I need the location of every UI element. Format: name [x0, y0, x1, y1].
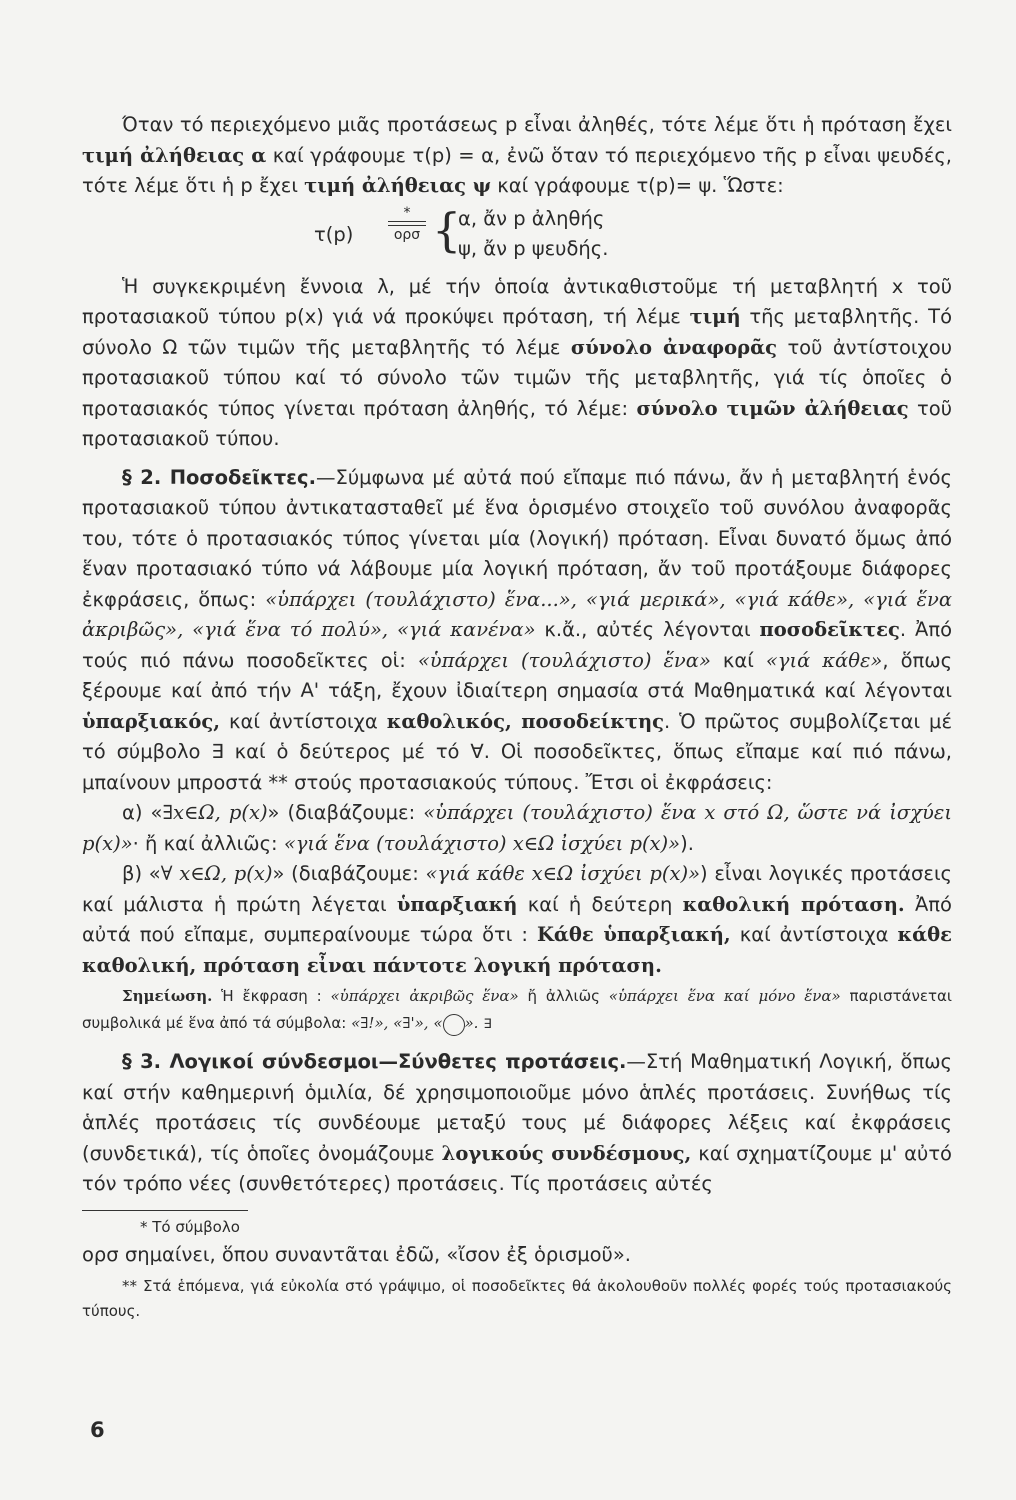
- def-equals-symbol: [384, 206, 430, 242]
- text: σημαίνει, ὅπου συναντᾶται ἐδῶ, «ἴσον ἐξ ὁρισμοῦ».: [124, 1242, 631, 1266]
- conclusion-bold: Κάθε ὑπαρξιακή,: [536, 923, 731, 946]
- text: » (διαβάζουμε:: [267, 801, 424, 824]
- term-truth-set: σύνολο τιμῶν ἀλήθειας: [636, 396, 909, 420]
- conclusion-bold: κάθε καθολική, πρόταση εἶναι πάντοτε λογική πρόταση.: [82, 923, 952, 977]
- italic-text: «γιά κάθε»: [765, 648, 883, 672]
- term-existential: ὑπαρξιακός,: [82, 709, 221, 733]
- text: κ.ἄ., αὐτές λέγονται: [535, 618, 760, 641]
- definition-formula: [82, 202, 952, 266]
- section-heading: § 2. Ποσοδεῖκτες.: [122, 465, 316, 489]
- paragraph-truth-value: [82, 110, 952, 202]
- text: Ἡ ἔκφραση :: [212, 987, 331, 1005]
- text: ).: [680, 831, 694, 855]
- italic-text: «ὑπάρχει (τουλάχιστο) ἕνα...», «γιά μερικά», «γιά κάθε», «γιά ἕνα ἀκριβῶς», «γιά ἕνα τό πολύ», «γιά κανένα»: [82, 587, 953, 641]
- text: ) εἶναι λογικές προτάσεις καί μάλιστα ἡ πρώτη λέγεται: [82, 862, 952, 916]
- text: β) «: [122, 862, 161, 885]
- italic-text: «ὑπάρχει ἀκριβῶς ἕνα»: [330, 987, 519, 1005]
- section-heading: § 3. Λογικοί σύνδεσμοι—Σύνθετες προτάσεις.: [122, 1050, 627, 1073]
- text: —Σύμφωνα μέ αὐτά πού εἴπαμε πιό πάνω, ἄν ἡ μεταβλητή ἑνός προτασιακοῦ τύπου ἀντικατασταθεῖ μέ ἕνα ὁρισμένο στοιχεῖο τοῦ συνόλου ἀναφορᾶς του, τότε ὁ προτασιακός τύπος γίνεται μία (λογική) πρόταση. Εἶναι δυνατό ὅμως ἀπό ἕναν προτασιακό τύπο νά λάβουμε μία λογική πρόταση, ἄν τοῦ προτάξουμε διάφορες ἐκφράσεις, ὅπως:: [82, 465, 952, 611]
- example-b: [82, 859, 952, 981]
- footnote-divider: [82, 1210, 248, 1211]
- brace: {: [432, 202, 462, 257]
- text: τοῦ ἀντίστοιχου προτασιακοῦ τύπου καί τό σύνολο τῶν τιμῶν τῆς μεταβλητῆς, γιά τίς ὁποῖες ὁ προτασιακός τύπος γίνεται πρόταση ἀληθής, τό λέμε:: [82, 335, 953, 420]
- text: καί ἀντίστοιχα: [220, 709, 387, 733]
- text: Ἡ συγκεκριμένη ἔννοια λ, μέ τήν ὁποία ἀντικαθιστοῦμε τή μεταβλητή x τοῦ προτασιακοῦ τύπου p(x) γιά νά προκύψει πρόταση, τή λέμε: [82, 274, 952, 328]
- text: καί: [710, 648, 766, 672]
- section-quantifiers: [82, 463, 952, 799]
- text: καί γράφουμε τ(p)= ψ. Ὥστε:: [491, 174, 784, 197]
- italic-text: «ὑπάρχει ἕνα καί μόνο ἕνα»: [608, 987, 841, 1005]
- note: [82, 983, 952, 1037]
- text: . Ἀπό τούς πιό πάνω ποσοδεῖκτες οἱ:: [82, 618, 952, 672]
- term-truth-psi: τιμή ἀλήθειας ψ: [304, 174, 492, 197]
- term-universal-prop: καθολική πρόταση.: [682, 892, 905, 916]
- text: . Ὁ πρῶτος συμβολίζεται μέ τό σύμβολο ∃ καί ὁ δεύτερος μέ τό ∀. Οἱ ποσοδεῖκτες, ὅπως εἴπαμε καί πιό πάνω, μπαίνουν μπροστά ** στούς προτασιακούς τύπους. Ἔτσι οἱ ἐκφράσεις:: [82, 709, 952, 794]
- text: καί γράφουμε τ(p) = α, ἐνῶ ὅταν τό περιεχόμενο τῆς p εἶναι ψευδές, τότε λέμε ὅτι ἡ p ἔχει: [82, 143, 952, 197]
- section-connectives: [82, 1047, 952, 1200]
- term-truth-a: τιμή ἀλήθειας α: [82, 143, 267, 167]
- footnote-1: [82, 1215, 952, 1240]
- text: , ὅπως ξέρουμε καί ἀπό τήν Α' τάξη, ἔχουν ἰδιαίτερη σημασία στά Μαθηματικά καί λέγονται: [82, 648, 953, 702]
- note-label: Σημείωση.: [122, 987, 213, 1005]
- text: Όταν τό περιεχόμενο μιᾶς προτάσεως p εἶναι ἀληθές, τότε λέμε ὅτι ἡ πρόταση ἔχει: [122, 113, 952, 136]
- italic-text: «γιά κάθε x∈Ω ἰσχύει p(x)»: [425, 862, 701, 885]
- text: · ἤ καί ἀλλιῶς:: [132, 831, 284, 855]
- footnote-sub: ορσ: [82, 1242, 119, 1266]
- italic-text: «γιά ἕνα (τουλάχιστο) x∈Ω ἰσχύει p(x)»: [283, 831, 681, 855]
- formula-case-true: α, ἄν p ἀληθής: [458, 206, 605, 230]
- paragraph-value-set: [82, 272, 952, 455]
- term-reference-set: σύνολο ἀναφορᾶς: [570, 335, 778, 359]
- text: α) «: [122, 801, 163, 824]
- formula-star: *: [403, 204, 411, 221]
- text: * Τό σύμβολο: [140, 1217, 240, 1236]
- text: παριστάνεται συμβολικά μέ ἕνα ἀπό τά σύμβολα:: [82, 987, 952, 1032]
- text: ἤ ἀλλιῶς: [518, 987, 609, 1005]
- term-existential-prop: ὑπαρξιακή: [396, 892, 518, 916]
- page-number: 6: [90, 1418, 105, 1442]
- formula-case-false: ψ, ἄν p ψευδής.: [458, 236, 609, 260]
- italic-text: ∀ x∈Ω, p(x): [160, 862, 273, 885]
- italic-text: «ὑπάρχει (τουλάχιστο) ἕνα x στό Ω, ὥστε νά ἰσχύει p(x)»: [82, 801, 952, 855]
- term-universal: καθολικός, ποσοδείκτης: [386, 709, 665, 733]
- text: —Στή Μαθηματική Λογική, ὅπως καί στήν καθημερινή ὁμιλία, δέ χρησιμοποιοῦμε μόνο ἁπλές προτάσεις. Συνήθως τίς ἁπλές προτάσεις τίς συνδέουμε μεταξύ τους μέ διάφορες λέξεις καί ἐκφράσεις (συνδετικά), τίς ὁποῖες ὀνομάζουμε: [82, 1050, 952, 1165]
- text: τοῦ προτασιακοῦ τύπου.: [82, 396, 952, 450]
- italic-text: ∃x∈Ω, p(x): [162, 801, 268, 824]
- circled-exists-symbol: ∃: [443, 1014, 465, 1036]
- text: Ἀπό αὐτά πού εἴπαμε, συμπεραίνουμε τώρα ὅτι :: [82, 892, 952, 946]
- text: καί ἀντίστοιχα: [730, 923, 898, 946]
- text: » (διαβάζουμε:: [272, 862, 426, 885]
- formula-sub: ορσ: [393, 226, 421, 243]
- page-body: [82, 110, 952, 1324]
- footnote-2: ** Στά ἑπόμενα, γιά εὐκολία στό γράψιμο, οἱ ποσοδεῖκτες θά ἀκολουθοῦν πολλές φορές τούς προτασιακούς τύπους.: [82, 1277, 952, 1320]
- text: τῆς μεταβλητῆς. Τό σύνολο Ω τῶν τιμῶν τῆς μεταβλητῆς τό λέμε: [82, 305, 952, 359]
- term-connectives: λογικούς συνδέσμους,: [441, 1141, 692, 1165]
- example-a: [82, 798, 952, 859]
- text: καί σχηματίζουμε μ' αὐτό τόν τρόπο νέες (συνθετότερες) προτάσεις. Τίς προτάσεις αὐτές: [82, 1141, 952, 1195]
- text: καί ἡ δεύτερη: [517, 892, 683, 916]
- italic-text: «ὑπάρχει (τουλάχιστο) ἕνα»: [417, 648, 711, 672]
- term-quantifiers: ποσοδεῖκτες: [759, 618, 900, 641]
- formula-lhs: τ(p): [314, 222, 354, 246]
- italic-text: «∃!», «∃'», «: [351, 1014, 443, 1032]
- italic-text: ».: [464, 1014, 479, 1032]
- term-value: τιμή: [689, 305, 741, 328]
